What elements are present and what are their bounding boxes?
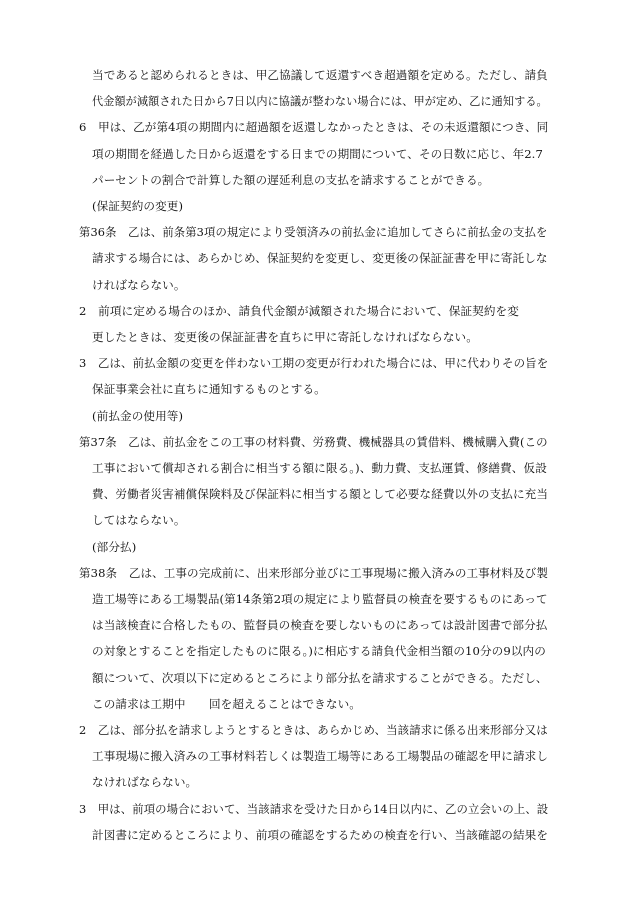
- text-line: 3 甲は、前項の場合において、当該請求を受けた日から14日以内に、乙の立会いの上、設: [79, 802, 549, 816]
- text-line: 計図書に定めるところにより、前項の確認をするための検査を行い、当該確認の結果を: [92, 828, 549, 842]
- text-line: の対象とすることを指定したものに限る。)に相応する請負代金相当額の10分の9以内の: [92, 644, 546, 658]
- text-line: なければならない。: [92, 775, 198, 789]
- text-line: 項の期間を経過した日から返還をする日までの期間について、その日数に応じ、年2.7: [92, 147, 543, 161]
- text-line: は当該検査に合格したもの、監督員の検査を要しないものにあっては設計図書で部分払: [92, 618, 548, 632]
- text-line: (前払金の使用等): [92, 409, 184, 423]
- text-line: 工事において償却される割合に相当する額に限る。)、動力費、支払運賃、修繕費、仮設: [92, 461, 547, 475]
- text-line: 請求する場合には、あらかじめ、保証契約を変更し、変更後の保証証書を甲に寄託しな: [92, 251, 548, 265]
- text-line: 造工場等にある工場製品(第14条第2項の規定により監督員の検査を要するものにあって: [92, 592, 548, 606]
- text-line: ければならない。: [92, 278, 186, 292]
- text-line: 当であると認められるときは、甲乙協議して返還すべき超過額を定める。ただし、請負: [92, 68, 548, 82]
- text-line: (部分払): [92, 540, 137, 554]
- text-line: 第38条 乙は、工事の完成前に、出来形部分並びに工事現場に搬入済みの工事材料及び製: [79, 566, 549, 580]
- text-line: パーセントの割合で計算した額の遅延利息の支払を請求することができる。: [92, 173, 490, 187]
- text-line: 3 乙は、前払金額の変更を伴わない工期の変更が行われた場合には、甲に代わりその旨を: [79, 356, 549, 370]
- text-line: 費、労働者災害補償保険料及び保証料に相当する額として必要な経費以外の支払に充当: [92, 487, 549, 501]
- text-line: 更したときは、変更後の保証証書を直ちに甲に寄託しなければならない。: [92, 330, 478, 344]
- text-line: 6 甲は、乙が第4項の期間内に超過額を返還しなかったときは、その未返還額につき、同: [79, 120, 549, 134]
- text-line: 代金額が減額された日から7日以内に協議が整わない場合には、甲が定め、乙に通知する。: [92, 94, 548, 108]
- text-line: 2 乙は、部分払を請求しようとするときは、あらかじめ、当該請求に係る出来形部分又は: [79, 723, 548, 737]
- text-line: 2 前項に定める場合のほか、請負代金額が減額された場合において、保証契約を変: [79, 304, 519, 318]
- text-line: してはならない。: [92, 513, 186, 527]
- text-line: 第36条 乙は、前条第3項の規定により受領済みの前払金に追加してさらに前払金の支払を: [79, 225, 548, 239]
- text-line: 額について、次項以下に定めるところにより部分払を請求することができる。ただし、: [92, 671, 548, 685]
- text-line: 工事現場に搬入済みの工事材料若しくは製造工場等にある工場製品の確認を甲に請求し: [92, 749, 549, 763]
- text-line: 第37条 乙は、前払金をこの工事の材料費、労務費、機械器具の賃借料、機械購入費(この: [79, 435, 548, 449]
- text-line: この請求は工期中 回を超えることはできない。: [92, 697, 361, 711]
- text-line: 保証事業会社に直ちに通知するものとする。: [92, 382, 326, 396]
- text-line: (保証契約の変更): [92, 199, 184, 213]
